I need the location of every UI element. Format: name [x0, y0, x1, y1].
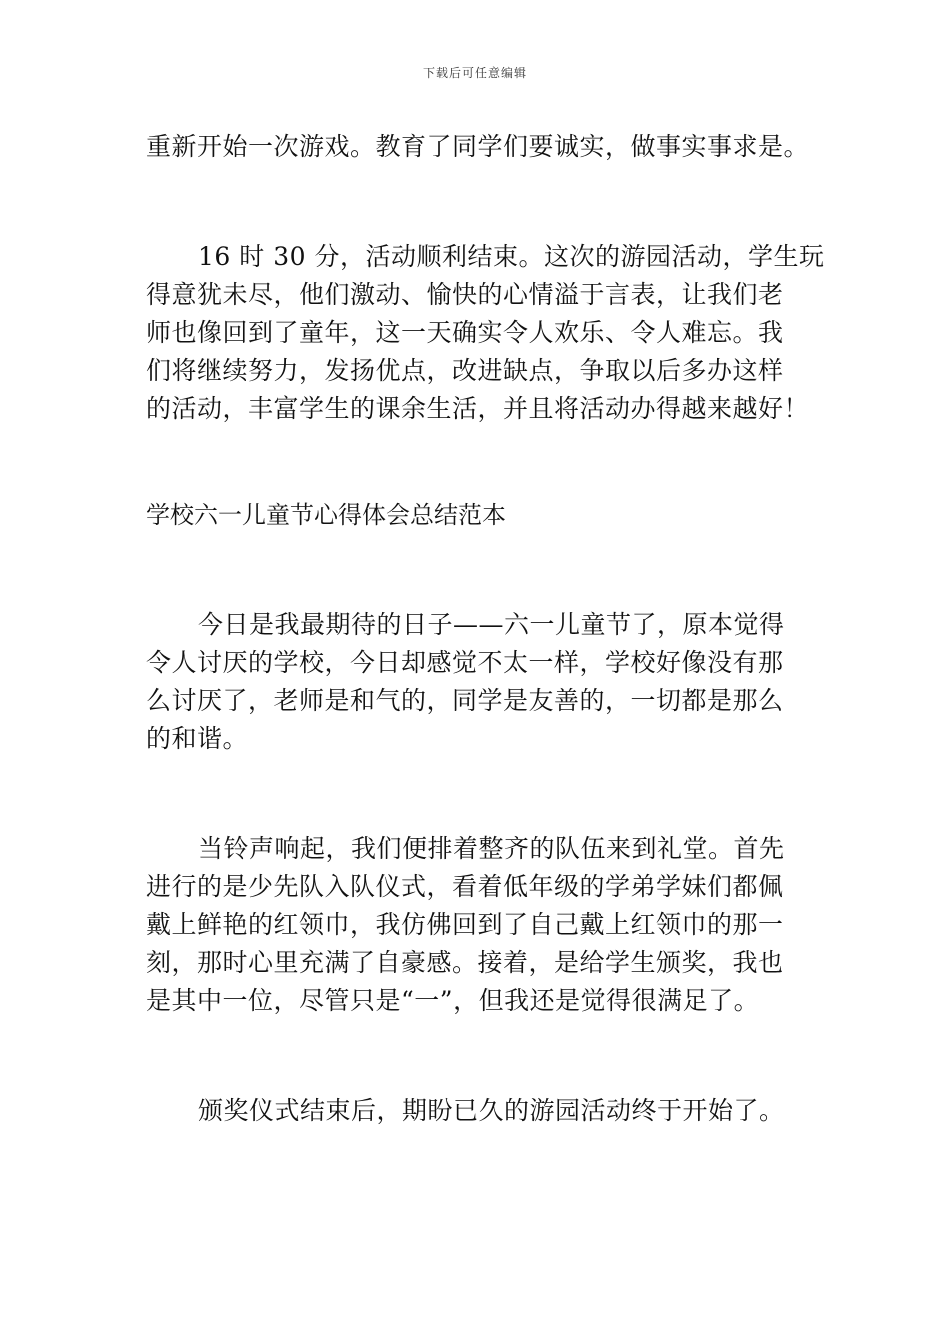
text-line: 令人讨厌的学校，今日却感觉不太一样，学校好像没有那 [146, 648, 784, 677]
text-line: 的活动，丰富学生的课余生活，并且将活动办得越来越好！ [146, 394, 810, 423]
paragraph [146, 238, 825, 428]
section-title: 学校六一儿童节心得体会总结范本 [146, 501, 506, 529]
text-line: 颁奖仪式结束后，期盼已久的游园活动终于开始了。 [198, 1096, 785, 1125]
text-line: 是其中一位，尽管只是“一”，但我还是觉得很满足了。 [146, 986, 760, 1015]
text-line: 进行的是少先队入队仪式，看着低年级的学弟学妹们都佩 [146, 872, 784, 901]
paragraph [146, 606, 810, 758]
text-line: 当铃声响起，我们便排着整齐的队伍来到礼堂。首先 [198, 834, 785, 863]
text-line: 戴上鲜艳的红领巾，我仿佛回到了自己戴上红领巾的那一 [146, 910, 784, 939]
text-line: 们将继续努力，发扬优点，改进缺点，争取以后多办这样 [146, 356, 784, 385]
document-body [146, 128, 825, 1202]
text-line: 刻，那时心里充满了自豪感。接着，是给学生颁奖，我也 [146, 948, 784, 977]
text-line: 重新开始一次游戏。教育了同学们要诚实，做事实事求是。 [146, 132, 810, 161]
text-line: 的和谐。 [146, 724, 249, 753]
text-line: 师也像回到了童年，这一天确实令人欢乐、令人难忘。我 [146, 318, 784, 347]
paragraph [146, 830, 810, 1020]
paragraph [146, 1092, 810, 1130]
text-line: 16 时 30 分，活动顺利结束。这次的游园活动，学生玩 [198, 242, 825, 271]
text-line: 得意犹未尽，他们激动、愉快的心情溢于言表，让我们老 [146, 280, 784, 309]
page-header-note: 下载后可任意编辑 [422, 66, 527, 80]
text-line: 今日是我最期待的日子——六一儿童节了，原本觉得 [198, 610, 785, 639]
paragraph [146, 128, 810, 166]
text-line: 么讨厌了，老师是和气的，同学是友善的，一切都是那么 [146, 686, 784, 715]
